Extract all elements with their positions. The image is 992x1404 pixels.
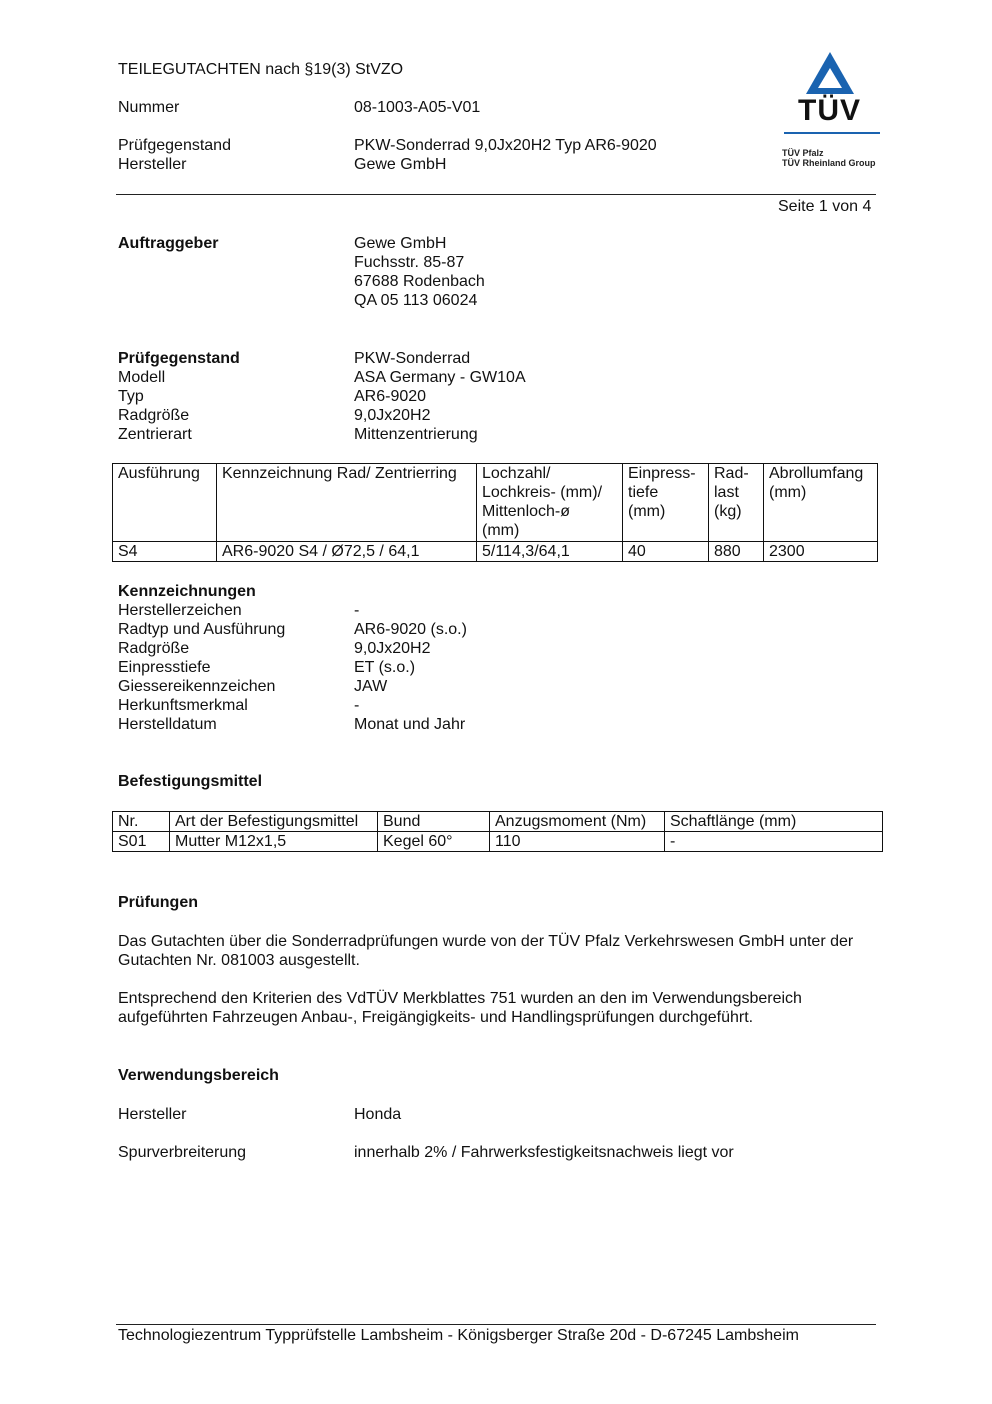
table-cell: Mutter M12x1,5 bbox=[170, 832, 378, 852]
verwendung-hersteller-value: Honda bbox=[354, 1106, 402, 1123]
table-cell: S01 bbox=[113, 832, 170, 852]
table-cell: 880 bbox=[709, 542, 764, 562]
tuev-group-label: TÜV Rheinland Group bbox=[782, 158, 876, 168]
auftraggeber-line: Fuchsstr. 85-87 bbox=[354, 254, 465, 271]
tuev-logo bbox=[776, 46, 888, 176]
table-header-row bbox=[113, 464, 878, 542]
kennzeichnung-value: - bbox=[354, 602, 360, 619]
footer-divider bbox=[116, 1324, 876, 1325]
kennzeichnung-value: - bbox=[354, 697, 360, 714]
typ-label: Typ bbox=[118, 388, 144, 405]
footer-address: Technologiezentrum Typprüfstelle Lambsheim - Königsberger Straße 20d - D-67245 Lambsheim bbox=[118, 1327, 799, 1344]
nummer-label: Nummer bbox=[118, 99, 180, 116]
auftraggeber-line: Gewe GmbH bbox=[354, 235, 447, 252]
pruefgegenstand-label: Prüfgegenstand bbox=[118, 137, 231, 154]
ausfuehrung-table bbox=[112, 463, 878, 562]
table-header-cell: Bund bbox=[378, 812, 490, 832]
auftraggeber-line: 67688 Rodenbach bbox=[354, 273, 485, 290]
kennzeichnungen-heading: Kennzeichnungen bbox=[118, 583, 256, 600]
kennzeichnung-label: Giessereikennzeichen bbox=[118, 678, 276, 695]
table-header-cell: Lochzahl/ Lochkreis- (mm)/ Mittenloch-ø (mm) bbox=[477, 464, 623, 542]
modell-value: ASA Germany - GW10A bbox=[354, 369, 526, 386]
table-cell: 40 bbox=[623, 542, 709, 562]
table-header-cell: Anzugsmoment (Nm) bbox=[490, 812, 665, 832]
hersteller-value: Gewe GmbH bbox=[354, 156, 447, 173]
table-cell: 5/114,3/64,1 bbox=[477, 542, 623, 562]
tuev-wordmark: TÜV bbox=[798, 94, 861, 127]
auftraggeber-heading: Auftraggeber bbox=[118, 235, 219, 252]
table-header-row bbox=[113, 812, 883, 832]
header-divider bbox=[116, 194, 876, 195]
hersteller-label: Hersteller bbox=[118, 156, 187, 173]
table-header-cell: Nr. bbox=[113, 812, 170, 832]
radgroesse-value: 9,0Jx20H2 bbox=[354, 407, 431, 424]
zentrierart-label: Zentrierart bbox=[118, 426, 192, 443]
zentrierart-value: Mittenzentrierung bbox=[354, 426, 478, 443]
kennzeichnung-label: Herstelldatum bbox=[118, 716, 217, 733]
kennzeichnung-label: Radgröße bbox=[118, 640, 190, 657]
kennzeichnung-value: JAW bbox=[354, 678, 388, 695]
verwendung-hersteller-label: Hersteller bbox=[118, 1106, 187, 1123]
pruefungen-paragraph-2: Entsprechend den Kriterien des VdTÜV Merkblattes 751 wurden an den im Verwendungsbereich aufgeführten Fahrzeugen Anbau-, Freigängigkeits- und Handlingsprüfungen durchgeführt. bbox=[118, 990, 802, 1026]
pruefgegenstand-value: PKW-Sonderrad 9,0Jx20H2 Typ AR6-9020 bbox=[354, 137, 657, 154]
verwendungsbereich-heading: Verwendungsbereich bbox=[118, 1067, 279, 1084]
table-header-cell: Einpress- tiefe (mm) bbox=[623, 464, 709, 542]
befestigung-table bbox=[112, 811, 883, 852]
modell-label: Modell bbox=[118, 369, 166, 386]
table-header-cell: Kennzeichnung Rad/ Zentrierring bbox=[217, 464, 477, 542]
table-row bbox=[113, 832, 883, 852]
kennzeichnung-label: Herkunftsmerkmal bbox=[118, 697, 248, 714]
kennzeichnung-value: AR6-9020 (s.o.) bbox=[354, 621, 467, 638]
befestigung-heading: Befestigungsmittel bbox=[118, 773, 263, 790]
table-cell: - bbox=[665, 832, 883, 852]
spurverbreiterung-value: innerhalb 2% / Fahrwerksfestigkeitsnachweis liegt vor bbox=[354, 1144, 734, 1161]
tuev-pfalz-label: TÜV Pfalz bbox=[782, 148, 824, 158]
kennzeichnung-label: Einpresstiefe bbox=[118, 659, 211, 676]
table-cell: S4 bbox=[113, 542, 217, 562]
table-cell: 110 bbox=[490, 832, 665, 852]
table-row bbox=[113, 542, 878, 562]
table-header-cell: Rad- last (kg) bbox=[709, 464, 764, 542]
kennzeichnung-label: Herstellerzeichen bbox=[118, 602, 242, 619]
kennzeichnung-value: 9,0Jx20H2 bbox=[354, 640, 431, 657]
table-cell: 2300 bbox=[764, 542, 878, 562]
typ-value: AR6-9020 bbox=[354, 388, 427, 405]
table-header-cell: Abrollumfang (mm) bbox=[764, 464, 878, 542]
pruefgegenstand-heading-value: PKW-Sonderrad bbox=[354, 350, 471, 367]
page-info: Seite 1 von 4 bbox=[778, 198, 872, 215]
table-header-cell: Ausführung bbox=[113, 464, 217, 542]
table-cell: Kegel 60° bbox=[378, 832, 490, 852]
table-header-cell: Art der Befestigungsmittel bbox=[170, 812, 378, 832]
table-header-cell: Schaftlänge (mm) bbox=[665, 812, 883, 832]
auftraggeber-line: QA 05 113 06024 bbox=[354, 292, 478, 309]
pruefungen-paragraph-1: Das Gutachten über die Sonderradprüfungen wurde von der TÜV Pfalz Verkehrswesen GmbH unter der Gutachten Nr. 081003 ausgestellt. bbox=[118, 933, 854, 969]
kennzeichnung-value: Monat und Jahr bbox=[354, 716, 466, 733]
kennzeichnung-value: ET (s.o.) bbox=[354, 659, 416, 676]
table-cell: AR6-9020 S4 / Ø72,5 / 64,1 bbox=[217, 542, 477, 562]
nummer-value: 08-1003-A05-V01 bbox=[354, 99, 481, 116]
spurverbreiterung-label: Spurverbreiterung bbox=[118, 1144, 247, 1161]
radgroesse-label: Radgröße bbox=[118, 407, 190, 424]
pruefungen-heading: Prüfungen bbox=[118, 894, 198, 911]
kennzeichnung-label: Radtyp und Ausführung bbox=[118, 621, 286, 638]
pruefgegenstand-heading: Prüfgegenstand bbox=[118, 350, 240, 367]
document-title: TEILEGUTACHTEN nach §19(3) StVZO bbox=[118, 61, 404, 78]
